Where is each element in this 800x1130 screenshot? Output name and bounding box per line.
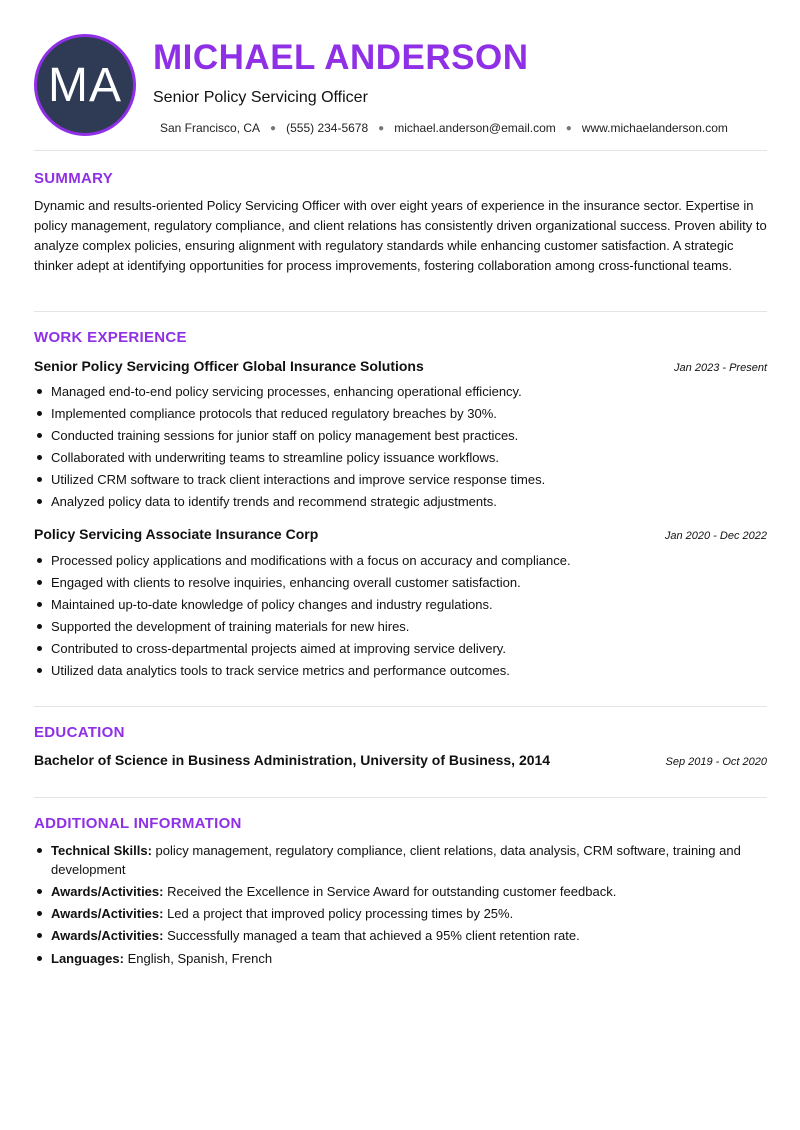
info-text: Led a project that improved policy processing times by 25%. [163, 906, 514, 921]
list-item [34, 841, 767, 879]
list-item: Utilized CRM software to track client interactions and improve service response times. [34, 470, 767, 489]
summary-text: Dynamic and results-oriented Policy Servicing Officer with over eight years of experience in the insurance sector. Expertise in policy management, regulatory compliance, and client relations has consistently driven organizational success. Proven ability to analyze complex policies, ensuring alignment with regulatory standards while enhancing customer satisfaction. A strategic thinker adept at identifying opportunities for process improvements, fostering collaboration among cross-functional teams. [34, 198, 767, 273]
avatar [34, 34, 136, 136]
job-title: Policy Servicing Associate Insurance Corp [34, 526, 319, 542]
contact-website[interactable]: www.michaelanderson.com [581, 121, 728, 135]
additional-info-list [34, 841, 767, 971]
bullet-separator-icon: ● [270, 122, 277, 134]
candidate-headline: Senior Policy Servicing Officer [153, 89, 368, 106]
summary-heading: SUMMARY [34, 170, 114, 187]
info-text: Successfully managed a team that achieved a 95% client retention rate. [163, 928, 580, 943]
contact-location: San Francisco, CA [160, 121, 261, 135]
education-heading: EDUCATION [34, 724, 125, 741]
job-header [34, 358, 767, 374]
list-item [34, 882, 767, 901]
education-dates: Sep 2019 - Oct 2020 [665, 756, 767, 768]
list-item: Implemented compliance protocols that reduced regulatory breaches by 30%. [34, 404, 767, 423]
work-experience-heading: WORK EXPERIENCE [34, 329, 187, 346]
info-label: Technical Skills: [51, 843, 152, 858]
job-dates: Jan 2023 - Present [674, 362, 767, 374]
info-label: Awards/Activities: [51, 906, 164, 921]
info-label: Awards/Activities: [51, 928, 164, 943]
education-entry [34, 752, 767, 768]
education-degree: Bachelor of Science in Business Administration, University of Business, 2014 [34, 752, 551, 768]
contact-email[interactable]: michael.anderson@email.com [394, 121, 556, 135]
divider [34, 797, 767, 798]
bullet-separator-icon: ● [378, 122, 385, 134]
info-text: English, Spanish, French [123, 951, 273, 966]
list-item: Utilized data analytics tools to track service metrics and performance outcomes. [34, 661, 767, 680]
job-dates: Jan 2020 - Dec 2022 [664, 530, 767, 542]
job-bullets [34, 551, 767, 683]
list-item: Supported the development of training materials for new hires. [34, 617, 767, 636]
info-label: Awards/Activities: [51, 884, 164, 899]
list-item: Engaged with clients to resolve inquiries, enhancing overall customer satisfaction. [34, 573, 767, 592]
job-title: Senior Policy Servicing Officer Global Insurance Solutions [34, 358, 424, 374]
list-item: Collaborated with underwriting teams to streamline policy issuance workflows. [34, 448, 767, 467]
list-item: Processed policy applications and modifications with a focus on accuracy and compliance. [34, 551, 767, 570]
list-item [34, 904, 767, 923]
divider [34, 150, 767, 151]
info-text: policy management, regulatory compliance, client relations, data analysis, CRM software, training and development [51, 843, 741, 877]
contact-line [160, 121, 728, 135]
list-item: Analyzed policy data to identify trends and recommend strategic adjustments. [34, 492, 767, 511]
info-text: Received the Excellence in Service Award for outstanding customer feedback. [163, 884, 617, 899]
list-item [34, 926, 767, 945]
additional-info-heading: ADDITIONAL INFORMATION [34, 815, 242, 832]
list-item: Contributed to cross-departmental projects aimed at improving service delivery. [34, 639, 767, 658]
info-label: Languages: [51, 951, 124, 966]
avatar-initials: MA [48, 58, 122, 112]
candidate-name: MICHAEL ANDERSON [153, 38, 529, 77]
job-header [34, 526, 767, 542]
divider [34, 706, 767, 707]
contact-phone: (555) 234-5678 [286, 121, 369, 135]
list-item: Conducted training sessions for junior staff on policy management best practices. [34, 426, 767, 445]
job-bullets [34, 382, 767, 514]
list-item: Managed end-to-end policy servicing processes, enhancing operational efficiency. [34, 382, 767, 401]
list-item: Maintained up-to-date knowledge of policy changes and industry regulations. [34, 595, 767, 614]
list-item [34, 949, 767, 968]
divider [34, 311, 767, 312]
bullet-separator-icon: ● [565, 122, 572, 134]
